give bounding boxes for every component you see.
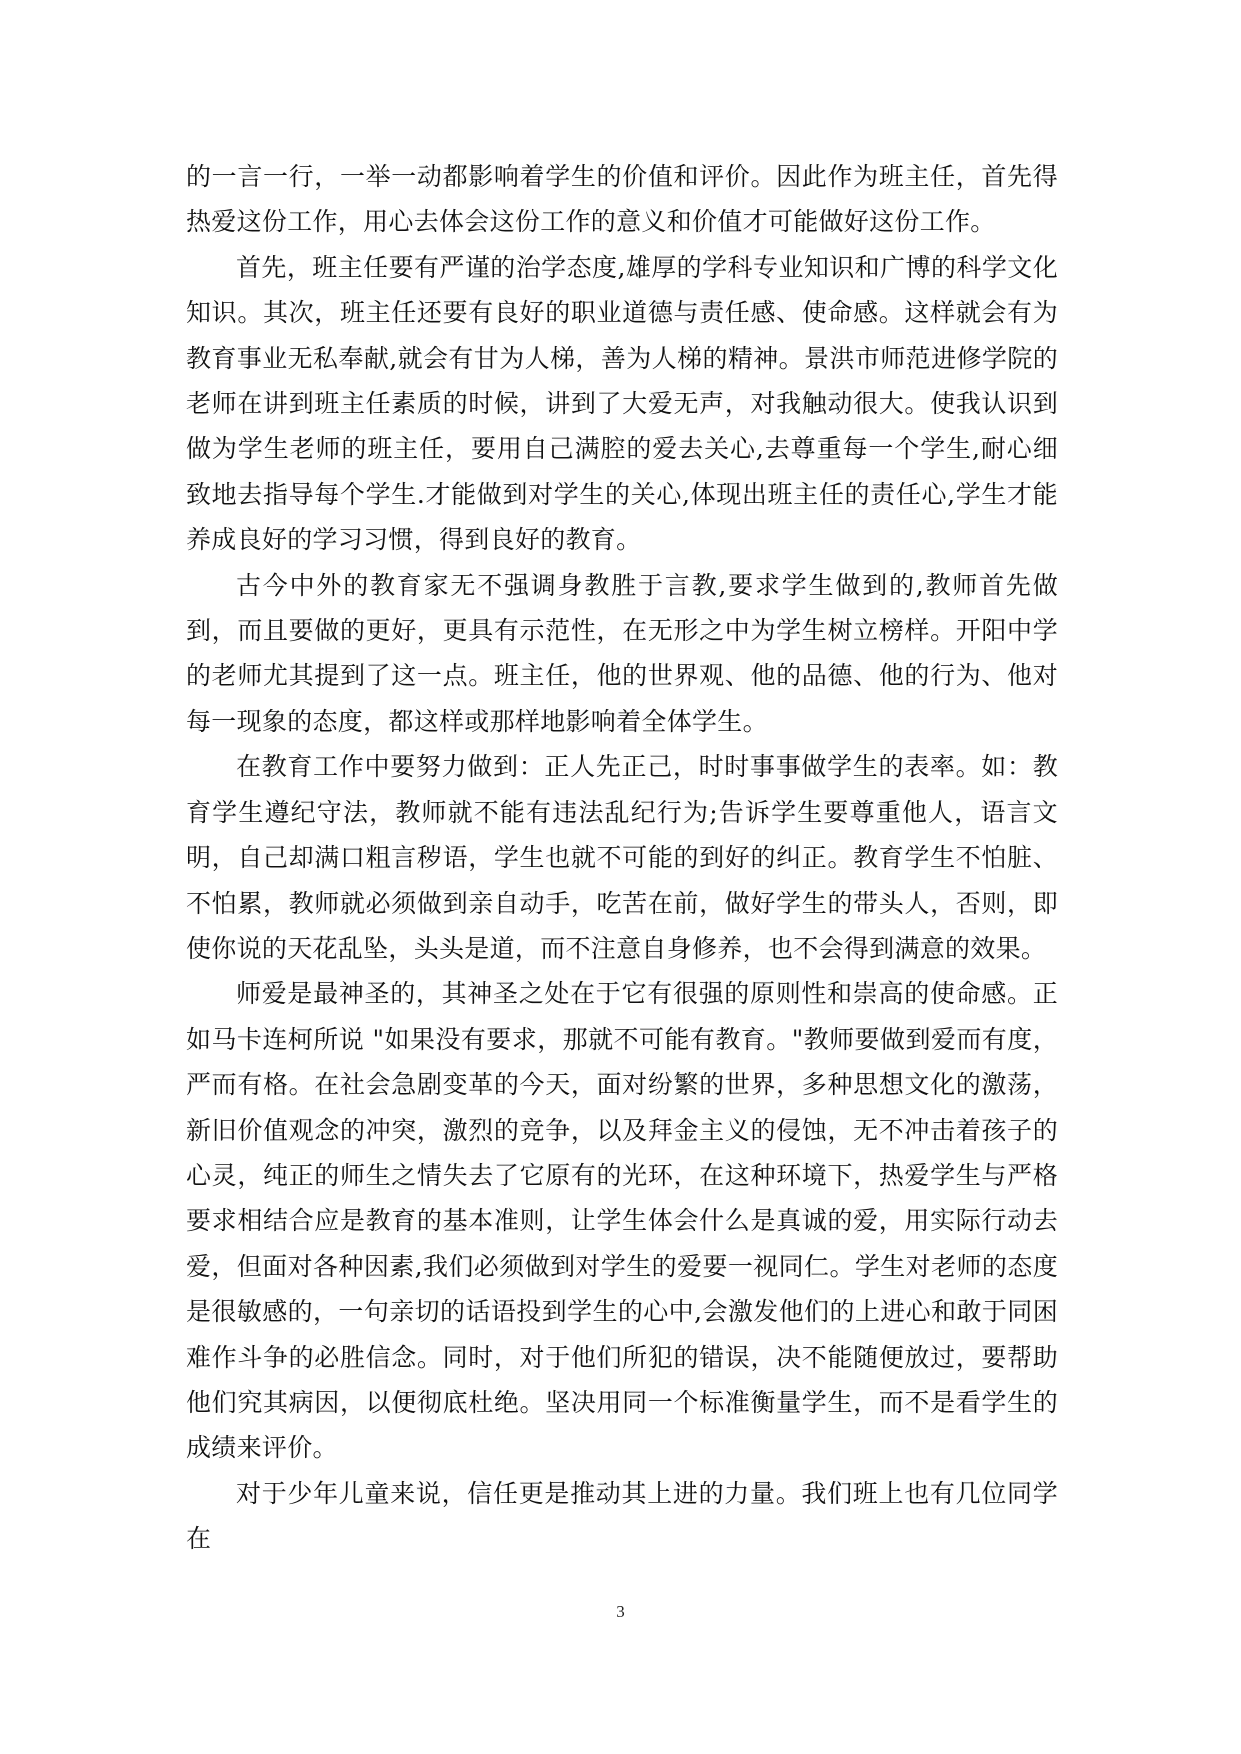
paragraph-lead-by-example: 古今中外的教育家无不强调身教胜于言教,要求学生做到的,教师首先做到，而且要做的更好，更具有示范性，在无形之中为学生树立榜样。开阳中学的老师尤其提到了这一点。班主任，他的世界观、他的品德、他的行为、他对每一现象的态度，都这样或那样地影响着全体学生。 bbox=[186, 570, 1058, 736]
body-text bbox=[186, 154, 1058, 1562]
paragraph-role-model: 在教育工作中要努力做到：正人先正己，时时事事做学生的表率。如：教育学生遵纪守法，教师就不能有违法乱纪行为;告诉学生要尊重他人，语言文明，自己却满口粗言秽语，学生也就不可能的到好的纠正。教育学生不怕脏、不怕累，教师就必须做到亲自动手，吃苦在前，做好学生的带头人，否则，即使你说的天花乱坠，头头是道，而不注意自身修养，也不会得到满意的效果。 bbox=[186, 752, 1058, 963]
paragraph-teacher-love: 师爱是最神圣的，其神圣之处在于它有很强的原则性和崇高的使命感。正如马卡连柯所说 "如果没有要求，那就不可能有教育。"教师要做到爱而有度，严而有格。在社会急剧变革的今天，面对纷繁的世界，多种思想文化的激荡，新旧价值观念的冲突，激烈的竞争，以及拜金主义的侵蚀，无不冲击着孩子的心灵，纯正的师生之情失去了它原有的光环，在这种环境下，热爱学生与严格要求相结合应是教育的基本准则，让学生体会什么是真诚的爱，用实际行动去爱，但面对各种因素,我们必须做到对学生的爱要一视同仁。学生对老师的态度是很敏感的，一句亲切的话语投到学生的心中,会激发他们的上进心和敢于同困难作斗争的必胜信念。同时，对于他们所犯的错误，决不能随便放过，要帮助他们究其病因，以便彻底杜绝。坚决用同一个标准衡量学生，而不是看学生的成绩来评价。 bbox=[186, 979, 1058, 1463]
paragraph-teacher-qualities: 首先，班主任要有严谨的治学态度,雄厚的学科专业知识和广博的科学文化知识。其次，班主任还要有良好的职业道德与责任感、使命感。这样就会有为教育事业无私奉献,就会有甘为人梯，善为人梯的精神。景洪市师范进修学院的老师在讲到班主任素质的时候，讲到了大爱无声，对我触动很大。使我认识到做为学生老师的班主任，要用自己满腔的爱去关心,去尊重每一个学生,耐心细致地去指导每个学生.才能做到对学生的关心,体现出班主任的责任心,学生才能养成良好的学习习惯，得到良好的教育。 bbox=[186, 252, 1058, 555]
paragraph-continuation: 的一言一行，一举一动都影响着学生的价值和评价。因此作为班主任，首先得热爱这份工作，用心去体会这份工作的意义和价值才可能做好这份工作。 bbox=[186, 162, 1058, 237]
page-number: 3 bbox=[616, 1602, 625, 1621]
paragraph-trust: 对于少年儿童来说，信任更是推动其上进的力量。我们班上也有几位同学在 bbox=[186, 1478, 1058, 1554]
